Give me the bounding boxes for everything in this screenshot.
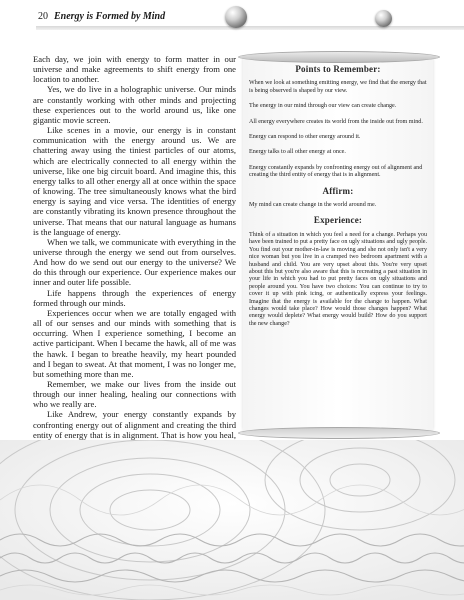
point-item: Energy constantly expands by confronting energy out of alignment and creating the third entity of energy that is in alignment. <box>249 164 423 179</box>
point-item: The energy in our mind through our view can create change. <box>249 103 397 110</box>
point-item: Energy can respond to other energy around it. <box>249 134 361 141</box>
scroll-top-rim <box>238 51 440 63</box>
body-paragraph: Experiences occur when we are totally engaged with all of our senses and our minds with something that is occurring. When I experience something, I become an active participant. When I became the hawk, all of me was the hawk. I began to breathe heavily, my heart pounded and I began to sweat. At that moment, I was no longer me, but something more than me. <box>33 307 236 379</box>
header-rule <box>36 26 464 30</box>
points-heading: Points to Remember: <box>295 64 381 74</box>
decorative-swirl-background <box>0 440 464 600</box>
body-paragraph: Remember, we make our lives from the inside out through our inner healing, healing our connections with who we really are. <box>33 379 236 410</box>
body-paragraph: Life happens through the experiences of energy formed through our minds. <box>33 287 236 308</box>
point-item: When we look at something emitting energy, we find that the energy that is being observed is shaped by our view. <box>249 80 427 94</box>
body-paragraph: Like Andrew, your energy constantly expands by confronting energy out of alignment and creating the third entity of energy that is in alignment. That is how you heal, <box>33 409 236 440</box>
point-item: All energy everywhere creates its world from the inside out from mind. <box>249 118 423 125</box>
scroll-bottom-rim <box>238 427 440 439</box>
body-text-column <box>33 54 236 460</box>
page-header <box>38 8 165 24</box>
running-title: Energy is Formed by Mind <box>54 10 166 22</box>
body-paragraph: Yes, we do live in a holographic universe. Our minds are constantly working with other minds and projecting these experiences out to the world around us, like one gigantic movie screen. <box>33 84 236 125</box>
decorative-orb-icon <box>225 6 247 28</box>
experience-heading: Experience: <box>313 215 363 226</box>
experience-text: Think of a situation in which you feel a need for a change. Perhaps you have been trained to put a pretty face on ugly situations and ugly people. You find out your mother-in-law is moving and she not only isn't a very nice woman but you live in a cramped two bedroom apartment with a husband and child. You are very upset about this. You're very upset about this but you're also aware that this is recreating a past situation in your life in which you had to put pretty faces on ugly situations and people around you. You have two choices: You can continue to try to cover it up with pink icing, or authentically express your feelings. Imagine that the energy is available for the change to happen. What changes would take place? How would those changes happen? What energy would deplete? What energy would build? How do you support the new change? <box>249 231 427 327</box>
body-paragraph: When we talk, we communicate with everything in the universe through the energy we send out from ourselves. And how do we send out our energy to the universe? We do this through our experience. Our experience makes our inner and outer life possible. <box>33 236 236 288</box>
affirm-text: My mind can create change in the world around me. <box>249 202 377 209</box>
page-number: 20 <box>38 10 48 22</box>
sidebar-content <box>249 66 427 334</box>
body-paragraph: Like scenes in a movie, our energy is in constant communication with the energy around us. We are chattering away using the tiniest particles of our atoms, which are electrically connected to all energy within the universe, like one big circuit board. And imagine this, this energy talks to all other energy all at once within the space of knowing. The tree simultaneously knows what the bird energy is saying and vice versa. The identities of energy are constantly vibrating its known presence throughout the universe. That means that our natural language as humans is the language of energy. <box>33 125 236 237</box>
point-item: Energy talks to all other energy at once. <box>249 149 346 156</box>
affirm-heading: Affirm: <box>322 185 354 196</box>
decorative-orb-icon <box>375 10 392 27</box>
body-paragraph: Each day, we join with energy to form matter in our universe and make agreements to shift energy from one location to another. <box>33 54 236 85</box>
